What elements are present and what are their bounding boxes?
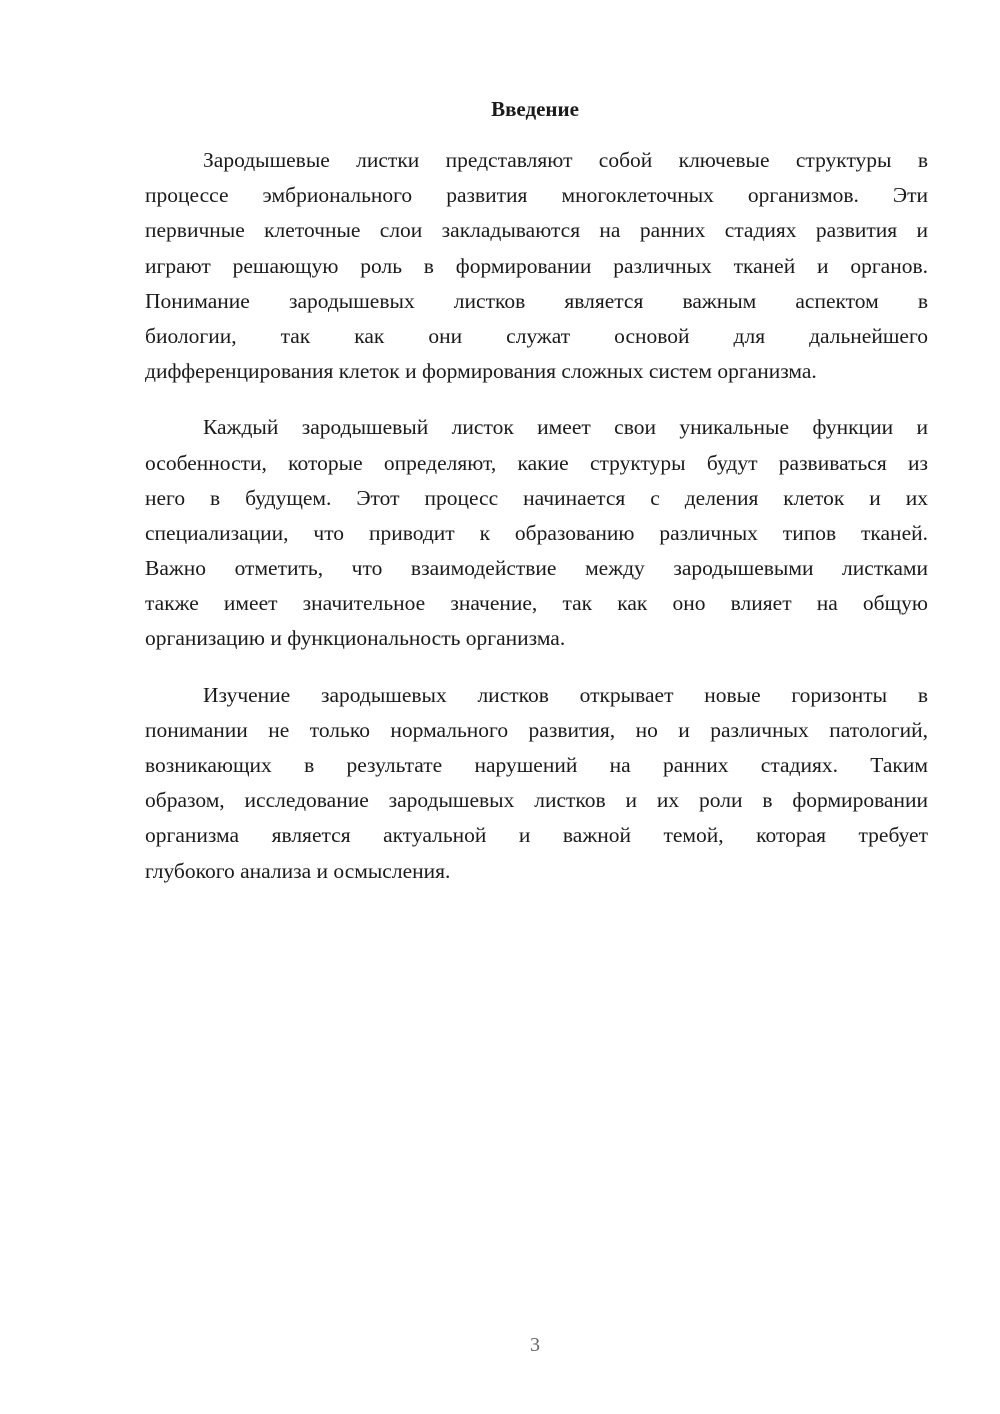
paragraph — [145, 678, 928, 889]
section-title: Введение — [491, 97, 579, 121]
paragraph — [145, 410, 928, 656]
text-line: дифференцирования клеток и формирования сложных систем организма. — [145, 359, 817, 384]
text-line: также имеет значительное значение, так как оно влияет на общую — [145, 591, 928, 616]
text-line: организацию и функциональность организма. — [145, 626, 566, 651]
text-line: первичные клеточные слои закладываются на ранних стадиях развития и — [145, 218, 928, 243]
text-line: организма является актуальной и важной темой, которая требует — [145, 823, 928, 848]
text-line: понимании не только нормального развития, но и различных патологий, — [145, 717, 928, 742]
document-body — [145, 143, 928, 910]
text-line: Изучение зародышевых листков открывает новые горизонты в — [203, 682, 928, 707]
text-line: особенности, которые определяют, какие структуры будут развиваться из — [145, 450, 928, 475]
text-line: возникающих в результате нарушений на ранних стадиях. Таким — [145, 753, 928, 777]
page-number: 3 — [530, 1334, 540, 1356]
text-line: образом, исследование зародышевых листков и их роли в формировании — [145, 788, 928, 813]
paragraph — [145, 143, 928, 389]
text-line: Зародышевые листки представляют собой ключевые структуры в — [203, 148, 928, 172]
text-line: глубокого анализа и осмысления. — [145, 858, 451, 883]
text-line: специализации, что приводит к образованию различных типов тканей. — [145, 520, 928, 545]
text-line: него в будущем. Этот процесс начинается с деления клеток и их — [145, 485, 928, 510]
text-line: Понимание зародышевых листков является важным аспектом в — [145, 288, 928, 313]
text-line: процессе эмбрионального развития многоклеточных организмов. Эти — [145, 183, 928, 208]
text-line: биологии, так как они служат основой для дальнейшего — [145, 323, 928, 348]
text-line: Важно отметить, что взаимодействие между зародышевыми листками — [145, 556, 928, 581]
text-line: Каждый зародышевый листок имеет свои уникальные функции и — [203, 415, 928, 440]
text-line: играют решающую роль в формировании различных тканей и органов. — [145, 253, 928, 278]
